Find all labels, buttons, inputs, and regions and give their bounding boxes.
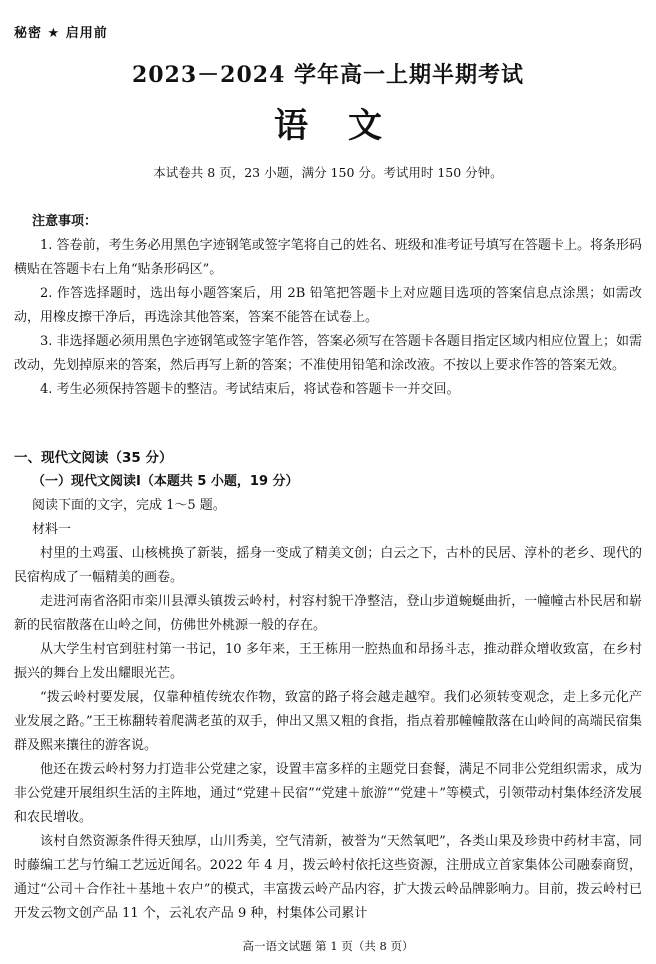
material-paragraph: 从大学生村官到驻村第一书记，10 多年来，王王栋用一腔热血和昂扬斗志，推动群众增收致富，在乡村振兴的舞台上发出耀眼光芒。 (14, 642, 642, 681)
section-subheading: （一）现代文阅读Ⅰ（本题共 5 小题，19 分） (32, 474, 299, 489)
notes-block (14, 210, 642, 402)
exam-info: 本试卷共 8 页，23 小题，满分 150 分。考试用时 150 分钟。 (153, 165, 503, 180)
material-paragraph: 他还在拨云岭村努力打造非公党建之家，设置丰富多样的主题党日套餐，满足不同非公党组织需求，成为非公党建开展组织生活的主阵地，通过“党建＋民宿”“党建＋旅游”“党建＋”等模式，引领带动村集体经济发展和农民增收。 (14, 762, 642, 825)
note-item: 1. 答卷前，考生务必用黑色字迹钢笔或签字笔将自己的姓名、班级和准考证号填写在答题卡上。将条形码横贴在答题卡右上角“贴条形码区”。 (14, 238, 642, 277)
material-paragraph: 走进河南省洛阳市栾川县潭头镇拨云岭村，村容村貌干净整洁，登山步道蜿蜒曲折，一幢幢古朴民居和崭新的民宿散落在山岭之间，仿佛世外桃源一般的存在。 (14, 594, 642, 633)
material-paragraph: 村里的土鸡蛋、山核桃换了新装，摇身一变成了精美文创；白云之下，古朴的民居、淳朴的老乡、现代的民宿构成了一幅精美的画卷。 (14, 546, 642, 585)
material-paragraph: 该村自然资源条件得天独厚，山川秀美，空气清新，被誉为“天然氧吧”，各类山果及珍贵中药材丰富，同时藤编工艺与竹编工艺远近闻名。2022 年 4 月，拨云岭村依托这些资源，注册成立首家集体公司融泰商贸，通过“公司＋合作社＋基地＋农户”的模式，丰富拨云岭产品内容，扩大拨云岭品牌影响力。目前，拨云岭村已开发云物文创产品 11 个，云礼农产品 9 种，村集体公司累计 (14, 834, 642, 921)
subject-title: 语文 (274, 106, 422, 146)
section-heading: 一、现代文阅读（35 分） (14, 450, 173, 466)
notes-title: 注意事项： (32, 214, 98, 229)
material-paragraph: “拨云岭村要发展，仅靠种植传统农作物，致富的路子将会越走越窄。我们必须转变观念，走上多元化产业发展之路。”王王栋翻转着爬满老茧的双手，伸出又黑又粗的食指，指点着那幢幢散落在山岭间的高端民宿集群及熙来攘往的游客说。 (14, 690, 642, 753)
exam-title: 2023－2024 学年高一上期半期考试 (131, 62, 525, 88)
note-item: 3. 非选择题必须用黑色字迹钢笔或签字笔作答，答案必须写在答题卡各题目指定区域内相应位置上；如需改动，先划掉原来的答案，然后再写上新的答案；不准使用铅笔和涂改液。不按以上要求作答的答案无效。 (14, 334, 642, 373)
reading-section (14, 446, 642, 926)
note-item: 2. 作答选择题时，选出每小题答案后，用 2B 铅笔把答题卡上对应题目选项的答案信息点涂黑；如需改动，用橡皮擦干净后，再选涂其他答案，答案不能答在试卷上。 (14, 286, 642, 325)
page-footer: 高一语文试题 第 1 页（共 8 页） (242, 939, 414, 953)
note-item: 4. 考生必须保持答题卡的整洁。考试结束后，将试卷和答题卡一并交回。 (40, 382, 460, 397)
secret-label: 秘密 ★ 启用前 (14, 26, 108, 41)
section-instruction: 阅读下面的文字，完成 1～5 题。 (32, 498, 226, 513)
material-title: 材料一 (32, 522, 72, 537)
